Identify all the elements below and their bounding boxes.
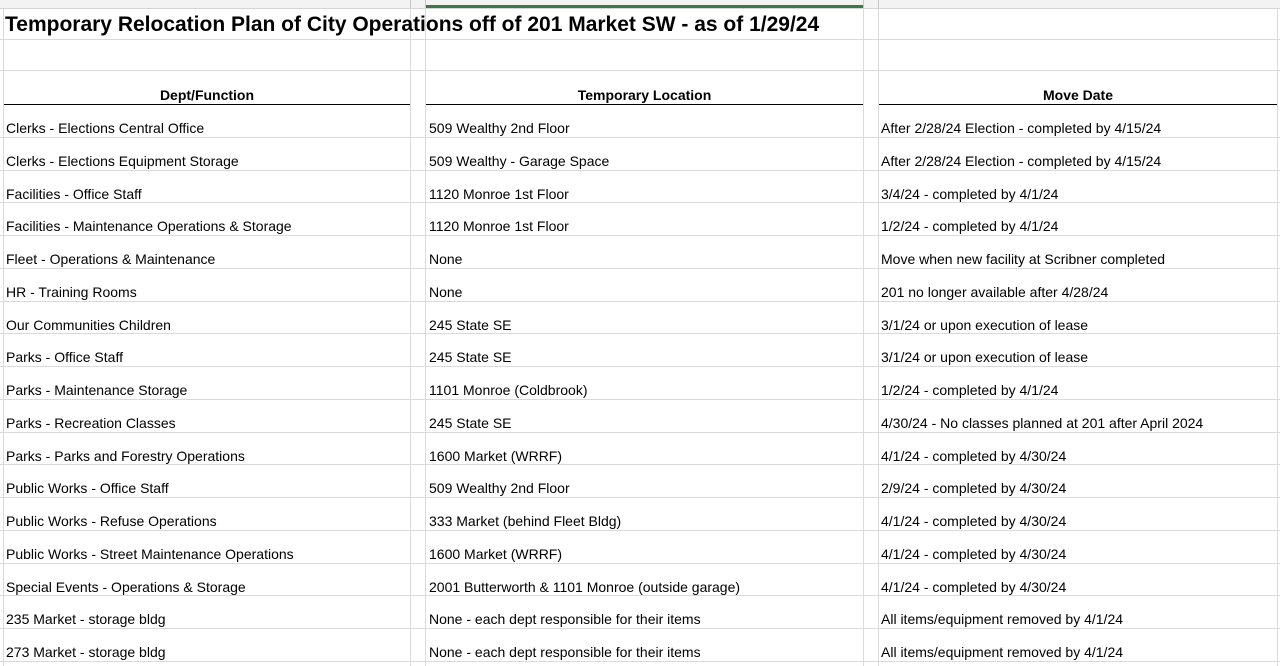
cell-move-date[interactable]: 4/1/24 - completed by 4/30/24 bbox=[881, 447, 1067, 464]
cell-move-date[interactable]: 2/9/24 - completed by 4/30/24 bbox=[881, 480, 1067, 497]
sheet-title[interactable]: Temporary Relocation Plan of City Operations off of 201 Market SW - as of 1/29/24 bbox=[5, 13, 820, 36]
cell-dept[interactable]: Public Works - Refuse Operations bbox=[6, 513, 217, 529]
cell-dept[interactable]: Facilities - Office Staff bbox=[6, 185, 142, 202]
cell-move-date[interactable]: 4/1/24 - completed by 4/30/24 bbox=[881, 513, 1067, 529]
column-header-move-date[interactable]: Move Date bbox=[1042, 87, 1114, 103]
cell-move-date[interactable]: 4/1/24 - completed by 4/30/24 bbox=[881, 545, 1067, 562]
cell-move-date[interactable]: All items/equipment removed by 4/1/24 bbox=[881, 644, 1124, 660]
cell-move-date[interactable]: 3/1/24 or upon execution of lease bbox=[881, 349, 1089, 366]
cell-dept[interactable]: Parks - Maintenance Storage bbox=[6, 382, 188, 398]
cell-dept[interactable]: Public Works - Street Maintenance Operations bbox=[6, 545, 294, 562]
column-header-location[interactable]: Temporary Location bbox=[577, 87, 712, 103]
cell-dept[interactable]: HR - Training Rooms bbox=[6, 283, 137, 300]
cell-dept[interactable]: Clerks - Elections Central Office bbox=[6, 120, 205, 136]
cell-move-date[interactable]: After 2/28/24 Election - completed by 4/15/24 bbox=[881, 152, 1162, 169]
cell-move-date[interactable]: 3/4/24 - completed by 4/1/24 bbox=[881, 185, 1059, 202]
cell-dept[interactable]: Public Works - Office Staff bbox=[6, 480, 169, 497]
cell-move-date[interactable]: 4/1/24 - completed by 4/30/24 bbox=[881, 578, 1067, 595]
column-header-strip[interactable] bbox=[0, 0, 1280, 9]
cell-move-date[interactable]: Move when new facility at Scribner completed bbox=[881, 251, 1166, 267]
column-separator[interactable] bbox=[863, 0, 864, 8]
cell-location[interactable]: 509 Wealthy - Garage Space bbox=[429, 152, 610, 169]
cell-move-date[interactable]: 3/1/24 or upon execution of lease bbox=[881, 316, 1089, 333]
cell-dept[interactable]: 235 Market - storage bldg bbox=[6, 611, 166, 628]
cell-location[interactable]: 1600 Market (WRRF) bbox=[429, 545, 563, 562]
cell-move-date[interactable]: 1/2/24 - completed by 4/1/24 bbox=[881, 218, 1059, 235]
cell-move-date[interactable]: After 2/28/24 Election - completed by 4/15/24 bbox=[881, 120, 1162, 136]
cell-location[interactable]: 1120 Monroe 1st Floor bbox=[429, 185, 569, 202]
cell-location[interactable]: None bbox=[429, 251, 463, 267]
cell-dept[interactable]: Special Events - Operations & Storage bbox=[6, 578, 246, 595]
cell-location[interactable]: None bbox=[429, 283, 463, 300]
cell-dept[interactable]: Clerks - Elections Equipment Storage bbox=[6, 152, 239, 169]
cell-move-date[interactable]: 4/30/24 - No classes planned at 201 after April 2024 bbox=[881, 414, 1204, 431]
cell-location[interactable]: 245 State SE bbox=[429, 349, 512, 366]
cell-location[interactable]: 509 Wealthy 2nd Floor bbox=[429, 480, 570, 497]
cell-location[interactable]: None - each dept responsible for their items bbox=[429, 644, 701, 660]
cell-move-date[interactable]: 1/2/24 - completed by 4/1/24 bbox=[881, 382, 1059, 398]
cell-location[interactable]: 245 State SE bbox=[429, 316, 512, 333]
cell-dept[interactable]: Parks - Office Staff bbox=[6, 349, 123, 366]
cell-dept[interactable]: Parks - Recreation Classes bbox=[6, 414, 176, 431]
cell-location[interactable]: 1120 Monroe 1st Floor bbox=[429, 218, 569, 235]
cell-location[interactable]: 1600 Market (WRRF) bbox=[429, 447, 563, 464]
cell-location[interactable]: 509 Wealthy 2nd Floor bbox=[429, 120, 570, 136]
cell-move-date[interactable]: All items/equipment removed by 4/1/24 bbox=[881, 611, 1124, 628]
cell-location[interactable]: 1101 Monroe (Coldbrook) bbox=[429, 382, 588, 398]
cell-location[interactable]: 333 Market (behind Fleet Bldg) bbox=[429, 513, 622, 529]
cell-move-date[interactable]: 201 no longer available after 4/28/24 bbox=[881, 283, 1109, 300]
column-header-dept[interactable]: Dept/Function bbox=[159, 87, 255, 103]
cell-location[interactable]: 245 State SE bbox=[429, 414, 512, 431]
column-separator[interactable] bbox=[878, 0, 879, 8]
cell-dept[interactable]: Facilities - Maintenance Operations & Storage bbox=[6, 218, 292, 235]
cell-dept[interactable]: 273 Market - storage bldg bbox=[6, 644, 166, 660]
cell-dept[interactable]: Fleet - Operations & Maintenance bbox=[6, 251, 216, 267]
cell-location[interactable]: 2001 Butterworth & 1101 Monroe (outside garage) bbox=[429, 578, 741, 595]
cell-location[interactable]: None - each dept responsible for their items bbox=[429, 611, 701, 628]
selected-column-indicator bbox=[426, 5, 863, 8]
column-separator[interactable] bbox=[410, 0, 411, 8]
cell-dept[interactable]: Our Communities Children bbox=[6, 316, 171, 333]
blank-row bbox=[0, 40, 1280, 71]
cell-dept[interactable]: Parks - Parks and Forestry Operations bbox=[6, 447, 245, 464]
